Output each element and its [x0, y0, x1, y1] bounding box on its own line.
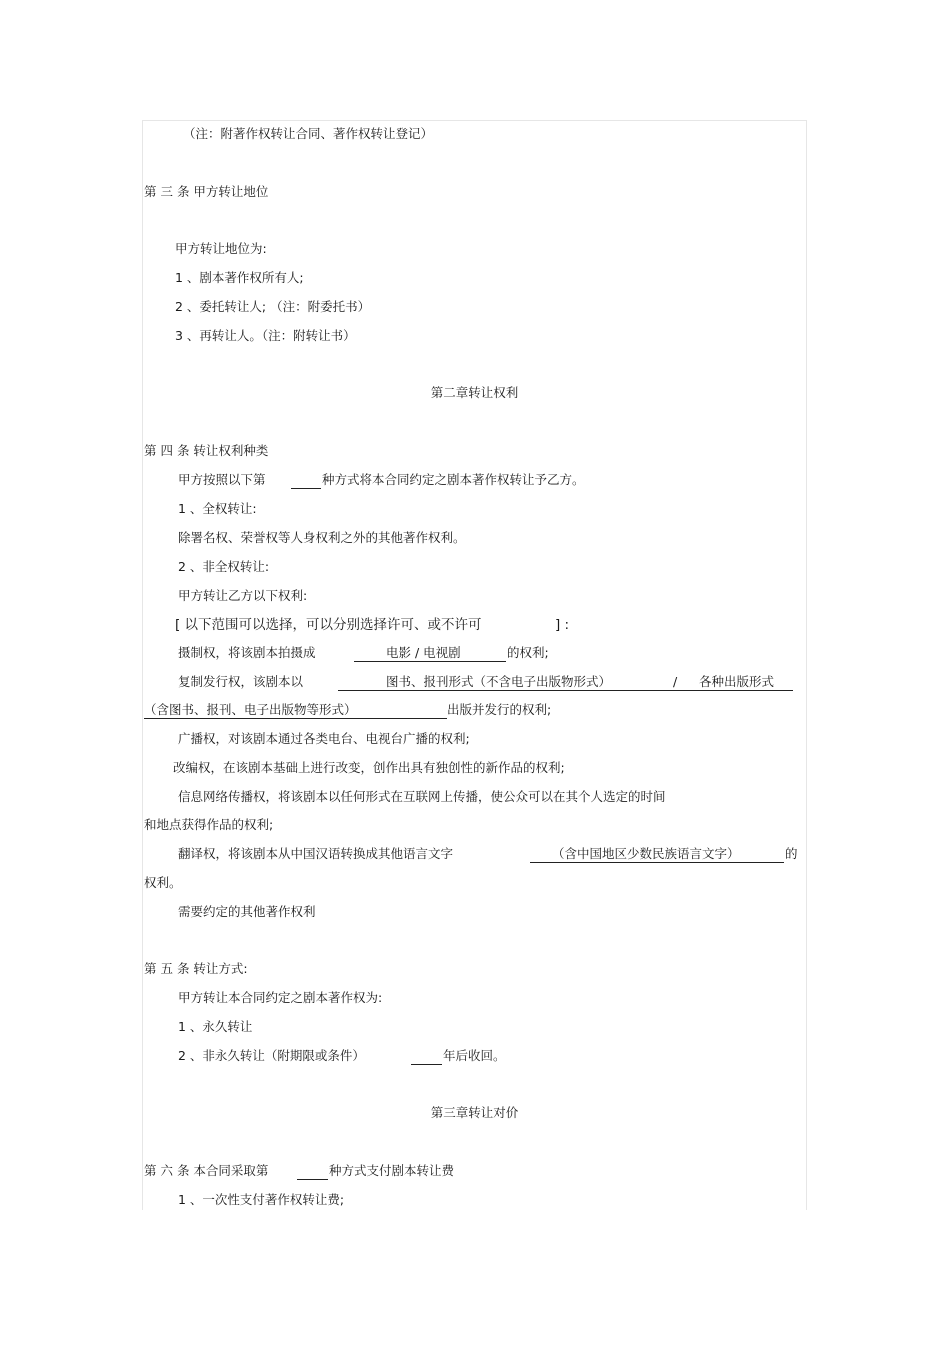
non-permanent-suffix: 年后收回。 — [443, 1048, 506, 1063]
network-right-line1: 信息网络传播权，将该剧本以任何形式在互联网上传播，使公众可以在其个人选定的时间 — [178, 789, 666, 804]
blank-field — [291, 488, 321, 489]
blank-field — [297, 1179, 328, 1180]
article-3-item: 1 、剧本著作权所有人; — [175, 270, 304, 285]
article-4-line1-prefix: 甲方按照以下第 — [178, 472, 266, 487]
note-line: （注：附著作权转让合同、著作权转让登记） — [183, 126, 434, 141]
filming-fill: 电影 / 电视剧 — [386, 645, 461, 660]
full-transfer-desc: 除署名权、荣誉权等人身权利之外的其他著作权利。 — [178, 530, 466, 545]
copy-fill-2: 各种出版形式 — [699, 674, 775, 689]
article-4-heading: 第 四 条 转让权利种类 — [144, 443, 269, 458]
copy-slash: / — [673, 674, 678, 689]
article-3-intro: 甲方转让地位为: — [175, 241, 267, 256]
lump-sum-payment: 1 、一次性支付著作权转让费; — [178, 1192, 345, 1207]
blank-field — [530, 862, 784, 863]
partial-transfer-intro: 甲方转让乙方以下权利: — [178, 588, 308, 603]
article-3-item: 3 、再转让人。（注：附转让书） — [175, 328, 356, 343]
permanent-transfer: 1 、永久转让 — [178, 1019, 253, 1034]
bracket-open: [ 以下范围可以选择，可以分别选择许可、或不许可 — [175, 617, 482, 633]
filming-right-prefix: 摄制权，将该剧本拍摄成 — [178, 645, 316, 660]
article-5-intro: 甲方转让本合同约定之剧本著作权为: — [178, 990, 383, 1005]
translate-right-line2: 权利。 — [144, 875, 182, 890]
blank-field — [354, 661, 506, 662]
article-6-heading-suffix: 种方式支付剧本转让费 — [329, 1163, 455, 1178]
chapter-3-title: 第三章转让对价 — [430, 1105, 519, 1120]
blank-field — [338, 690, 793, 691]
bracket-close: ] : — [555, 617, 570, 633]
chapter-2-title: 第二章转让权利 — [430, 385, 519, 400]
article-6-heading-prefix: 第 六 条 本合同采取第 — [144, 1163, 269, 1178]
article-5-heading: 第 五 条 转让方式: — [144, 961, 248, 976]
copy-right-prefix: 复制发行权，该剧本以 — [178, 674, 304, 689]
translate-right-prefix: 翻译权，将该剧本从中国汉语转换成其他语言文字 — [178, 846, 454, 861]
blank-field — [411, 1064, 442, 1065]
adaptation-right: 改编权，在该剧本基础上进行改变，创作出具有独创性的新作品的权利; — [173, 760, 565, 775]
article-3-item: 2 、委托转让人; （注：附委托书） — [175, 299, 371, 314]
blank-field — [144, 718, 447, 719]
translate-right-suffix: 的 — [785, 846, 798, 861]
translate-fill: （含中国地区少数民族语言文字） — [552, 846, 740, 861]
non-permanent-transfer: 2 、非永久转让（附期限或条件） — [178, 1048, 365, 1063]
full-transfer: 1 、全权转让: — [178, 501, 257, 516]
article-4-line1-suffix: 种方式将本合同约定之剧本著作权转让予乙方。 — [322, 472, 585, 487]
partial-transfer: 2 、非全权转让: — [178, 559, 270, 574]
copy-right-suffix: 出版并发行的权利; — [447, 702, 552, 717]
filming-right-suffix: 的权利; — [507, 645, 549, 660]
other-rights: 需要约定的其他著作权利 — [178, 904, 316, 919]
copy-fill-3: （含图书、报刊、电子出版物等形式） — [144, 702, 357, 717]
article-3-heading: 第 三 条 甲方转让地位 — [144, 184, 269, 199]
copy-fill-1: 图书、报刊形式（不含电子出版物形式） — [386, 674, 612, 689]
network-right-line2: 和地点获得作品的权利; — [144, 817, 274, 832]
broadcast-right: 广播权，对该剧本通过各类电台、电视台广播的权利; — [178, 731, 470, 746]
